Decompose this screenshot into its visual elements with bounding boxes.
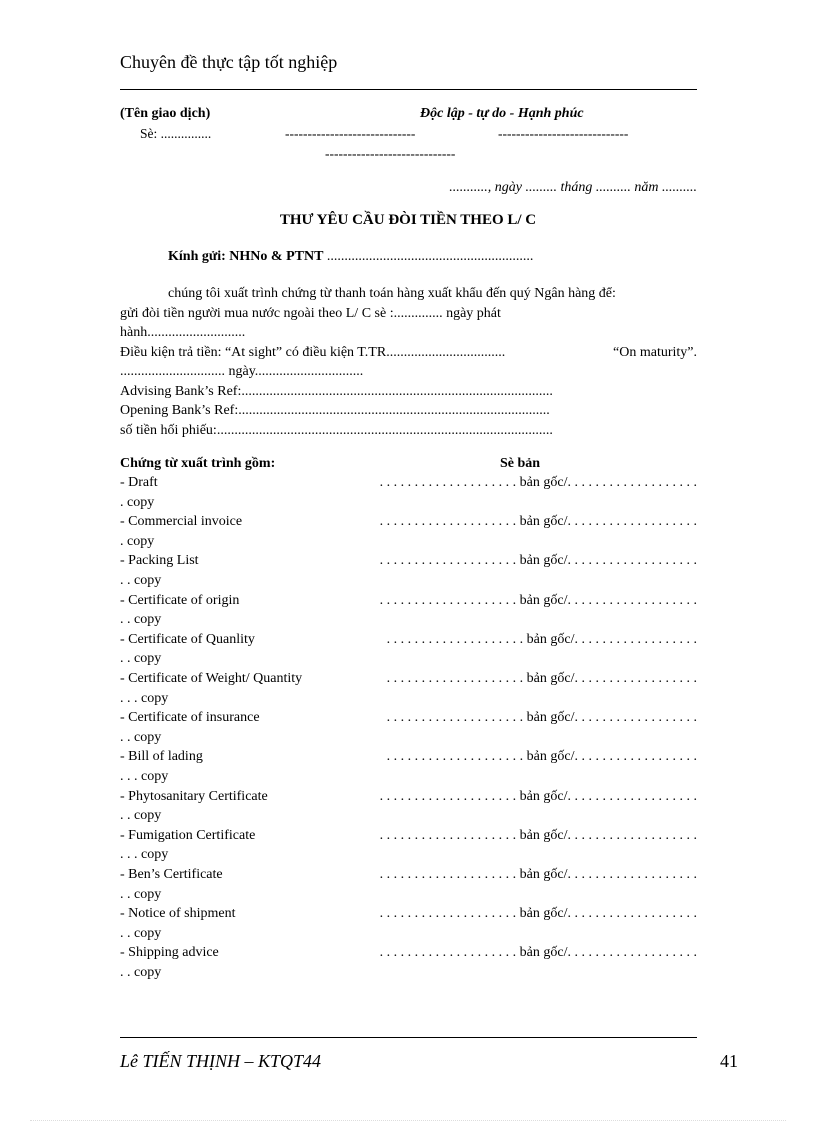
document-name: - Certificate of insurance	[120, 710, 260, 726]
document-count-fill: . . . . . . . . . . . . . . . . . . . . bản gốc/. . . . . . . . . . . . . . . . . . .	[379, 867, 697, 882]
document-copy: . copy	[120, 494, 155, 510]
document-row	[120, 906, 697, 945]
document-copy: . . copy	[120, 886, 162, 902]
page-header-title: Chuyên đề thực tập tốt nghiệp	[120, 52, 338, 72]
document-count-fill: . . . . . . . . . . . . . . . . . . . . bản gốc/. . . . . . . . . . . . . . . . . . .	[379, 475, 697, 490]
document-copy: . copy	[120, 533, 155, 549]
para-line-2: gửi đòi tiền người mua nước ngoài theo L/ C sè :.............. ngày phát	[120, 305, 501, 321]
document-row	[120, 632, 697, 671]
document-name: - Fumigation Certificate	[120, 827, 256, 843]
document-row	[120, 671, 697, 710]
payment-condition-line: Điều kiện trả tiền: “At sight” có điều kiện T.TR.................................. “On maturity”.	[120, 344, 697, 360]
document-name: - Phytosanitary Certificate	[120, 788, 268, 804]
document-count-fill: . . . . . . . . . . . . . . . . . . . . bản gốc/. . . . . . . . . . . . . . . . . .	[386, 749, 697, 765]
kinh-gui-label: Kính gửi: NHNo & PTNT	[168, 249, 324, 264]
kinh-gui-dots: ...........................................................	[326, 249, 534, 264]
letter-title: THƯ YÊU CẦU ĐÒI TIỀN THEO L/ C	[279, 212, 537, 228]
document-name: - Certificate of Weight/ Quantity	[120, 671, 303, 686]
bill-amount: số tiền hối phiếu:................................................................................................	[120, 422, 553, 438]
document-copy: . . . copy	[120, 768, 169, 784]
document-name: - Commercial invoice	[120, 514, 243, 530]
document-name: - Packing List	[120, 553, 199, 569]
document-copy: . . copy	[120, 612, 162, 628]
document-copy: . . copy	[120, 808, 162, 824]
document-name: - Ben’s Certificate	[120, 867, 223, 882]
document-row	[120, 945, 697, 984]
ten-giao-dich: (Tên giao dịch)	[120, 106, 211, 121]
document-count-fill: . . . . . . . . . . . . . . . . . . . . bản gốc/. . . . . . . . . . . . . . . . . . .	[379, 906, 697, 922]
document-copy: . . copy	[120, 925, 162, 941]
document-name: - Draft	[120, 475, 158, 490]
document-row	[120, 514, 697, 553]
footer-author: Lê TIẾN THỊNH – KTQT44	[120, 1051, 322, 1071]
advising-bank-ref: Advising Bank’s Ref:.........................................................................................	[120, 383, 553, 399]
payment-condition-line-2: .............................. ngày...............................	[120, 364, 364, 379]
para-line-3: hành............................	[120, 325, 246, 340]
document-count-fill: . . . . . . . . . . . . . . . . . . . . bản gốc/. . . . . . . . . . . . . . . . . . .	[379, 553, 697, 569]
dash-line-3: -----------------------------	[325, 146, 456, 161]
document-name: - Notice of shipment	[120, 906, 236, 922]
document-count-fill: . . . . . . . . . . . . . . . . . . . . bản gốc/. . . . . . . . . . . . . . . . . . .	[379, 592, 697, 608]
document-count-fill: . . . . . . . . . . . . . . . . . . . . bản gốc/. . . . . . . . . . . . . . . . . . .	[379, 514, 697, 530]
document-row	[120, 593, 697, 632]
date-line: ..........., ngày ......... tháng .......... năm ..........	[449, 180, 697, 195]
footer-rule	[120, 1037, 697, 1038]
header-rule	[120, 89, 697, 90]
document-copy: . . copy	[120, 729, 162, 745]
document-row	[120, 475, 697, 514]
document-copy: . . copy	[120, 651, 162, 667]
document-count-fill: . . . . . . . . . . . . . . . . . . . . bản gốc/. . . . . . . . . . . . . . . . . . .	[379, 945, 697, 961]
document-row	[120, 828, 697, 867]
document-row	[120, 789, 697, 828]
dash-line-2: -----------------------------	[498, 126, 629, 141]
page-number: 41	[720, 1051, 738, 1071]
document-name: - Certificate of Quanlity	[120, 631, 255, 647]
document-row	[120, 749, 697, 788]
document-copy: . . copy	[120, 572, 162, 588]
document-row	[120, 710, 697, 749]
document-row	[120, 553, 697, 592]
motto: Độc lập - tự do - Hạnh phúc	[420, 106, 584, 121]
document-name: - Bill of lading	[120, 749, 203, 765]
kinh-gui	[168, 249, 533, 265]
document-copy: . . . copy	[120, 847, 169, 863]
request-paragraph	[120, 284, 697, 440]
document-count-fill: . . . . . . . . . . . . . . . . . . . . bản gốc/. . . . . . . . . . . . . . . . . .	[386, 710, 697, 726]
para-line-1: chúng tôi xuất trình chứng từ thanh toán hàng xuất khẩu đến quý Ngân hàng để:	[168, 286, 616, 301]
document-copy: . . copy	[120, 964, 162, 980]
document-name: - Certificate of origin	[120, 592, 240, 608]
document-name: - Shipping advice	[120, 945, 219, 961]
documents-header-left: Chứng từ xuất trình gồm:	[120, 456, 276, 471]
document-count-fill: . . . . . . . . . . . . . . . . . . . . bản gốc/. . . . . . . . . . . . . . . . . . .	[379, 827, 697, 843]
dash-line-1: -----------------------------	[285, 126, 416, 141]
document-count-fill: . . . . . . . . . . . . . . . . . . . . bản gốc/. . . . . . . . . . . . . . . . . . .	[379, 788, 697, 804]
page-bottom-dotted-rule	[30, 1120, 786, 1121]
documents-header-right: Sè bản	[500, 456, 541, 471]
opening-bank-ref: Opening Bank’s Ref:.........................................................................................	[120, 403, 550, 418]
document-row	[120, 867, 697, 906]
document-count-fill: . . . . . . . . . . . . . . . . . . . . bản gốc/. . . . . . . . . . . . . . . . . .	[386, 671, 697, 686]
document-copy: . . . copy	[120, 690, 169, 706]
so-field: Sè: ...............	[140, 126, 212, 141]
document-count-fill: . . . . . . . . . . . . . . . . . . . . bản gốc/. . . . . . . . . . . . . . . . . .	[386, 631, 697, 647]
